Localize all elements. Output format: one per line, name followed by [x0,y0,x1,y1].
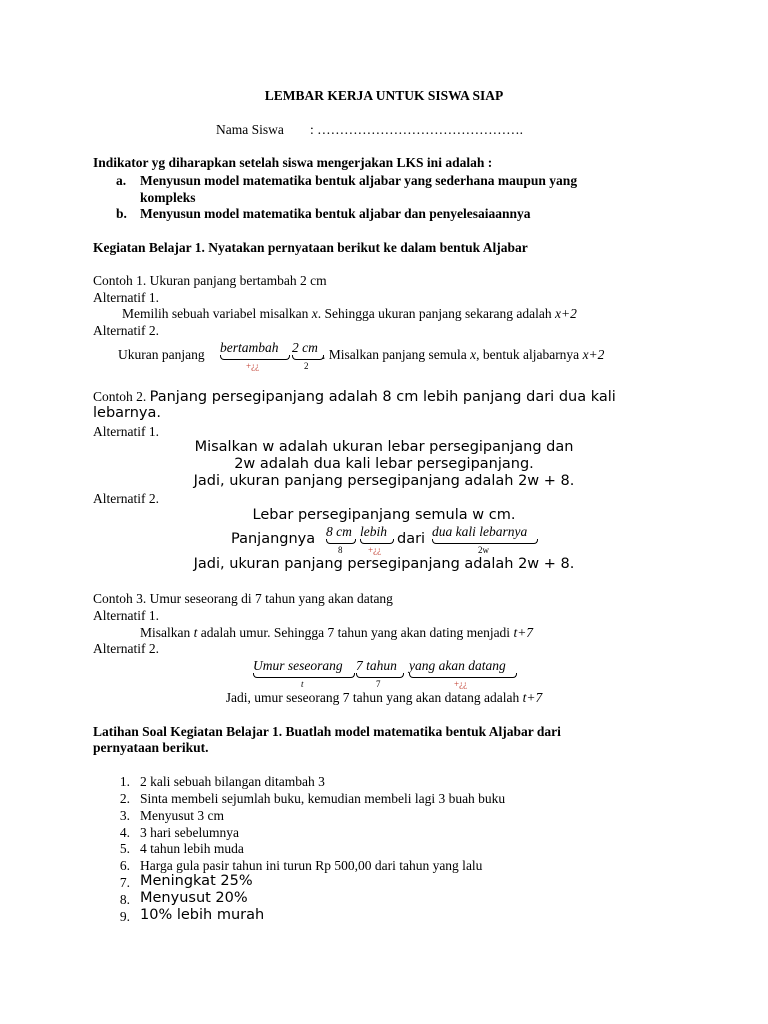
exercise-item: Menyusut 20% [140,890,248,906]
exercise-item: 3 hari sebelumnya [140,825,239,840]
example1-brace-2 [292,355,324,360]
example3-brace-2-text: 7 tahun [356,658,397,673]
exercise-number: 5. [119,841,130,856]
example2-alt2-line3: Jadi, ukuran panjang persegipanjang adalah 2w + 8. [193,556,575,572]
example2-brace-1-sub: 8 [338,545,343,555]
example1-alt1-label: Alternatif 1. [93,290,159,305]
example3-brace-2-sub: 7 [376,679,381,689]
example3-brace-3 [409,673,517,678]
indicator-item-a: Menyusun model matematika bentuk aljabar yang sederhana maupun yang [140,173,578,188]
example1-brace-1 [220,355,290,360]
exercise-number: 2. [119,791,130,806]
example3-brace-1-text: Umur seseorang [253,658,343,673]
example2-alt1-label: Alternatif 1. [93,424,159,439]
exercise-item: Menyusut 3 cm [140,808,224,823]
example3-alt1-label: Alternatif 1. [93,608,159,623]
example2-brace-3-text: dua kali lebarnya [432,524,528,539]
example2-alt2-mid: dari [397,531,426,547]
exercise-number: 1. [119,774,130,789]
example2-brace-2 [360,539,394,544]
student-name-label: Nama Siswa [216,122,284,137]
exercise-heading-line2: pernyataan berikut. [93,740,209,755]
exercise-item: 4 tahun lebih muda [140,841,244,856]
exercise-item: Meningkat 25% [140,873,253,889]
page-title: LEMBAR KERJA UNTUK SISWA SIAP [264,88,504,103]
example2-alt2-pre: Panjangnya [231,531,316,547]
example1-brace-2-sub: 2 [304,361,309,371]
example2-alt1-line3: Jadi, ukuran panjang persegipanjang adalah 2w + 8. [193,473,575,489]
indicator-heading: Indikator yg diharapkan setelah siswa mengerjakan LKS ini adalah : [93,155,493,170]
example3-brace-3-text: yang akan datang [409,658,506,673]
exercise-item: Harga gula pasir tahun ini turun Rp 500,00 dari tahun yang lalu [140,858,483,873]
example2-alt2-line1: Lebar persegipanjang semula w cm. [252,507,516,523]
indicator-marker-b: b. [116,206,127,221]
example2-alt1-line2: 2w adalah dua kali lebar persegipanjang. [234,456,534,472]
exercise-heading-line1: Latihan Soal Kegiatan Belajar 1. Buatlah model matematika bentuk Aljabar dari [93,724,561,739]
example2-alt1-line1: Misalkan w adalah ukuran lebar persegipanjang dan [194,439,574,455]
exercise-number: 3. [119,808,130,823]
indicator-item-a-cont: kompleks [140,190,196,205]
exercise-number: 7. [119,875,130,890]
example3-brace-1-sub: t [301,679,304,689]
exercise-number: 6. [119,858,130,873]
example1-brace-word: bertambah [220,340,279,355]
student-name-blank: : ………………………………………. [310,122,524,137]
example1-brace-num: 2 cm [292,340,318,355]
example2-alt2-label: Alternatif 2. [93,491,159,506]
example2-line1: Contoh 2. Panjang persegipanjang adalah 8 cm lebih panjang dari dua kali [93,389,616,405]
example2-brace-3 [432,539,538,544]
exercise-number: 4. [119,825,130,840]
example2-brace-2-text: lebih [360,524,387,539]
indicator-item-b: Menyusun model matematika bentuk aljabar dan penyelesaiaannya [140,206,531,221]
exercise-item: Sinta membeli sejumlah buku, kemudian membeli lagi 3 buah buku [140,791,506,806]
example1-alt2-post: . Misalkan panjang semula x, bentuk aljabarnya x+2 [322,347,605,362]
example3-brace-3-sub: +¿¿ [454,679,468,689]
exercise-item: 2 kali sebuah bilangan ditambah 3 [140,774,325,789]
example2-brace-3-sub: 2w [478,545,489,555]
example3-brace-1 [253,673,355,678]
example1-text: Contoh 1. Ukuran panjang bertambah 2 cm [93,273,327,288]
exercise-number: 9. [119,909,130,924]
example1-alt1-line: Memilih sebuah variabel misalkan x. Sehingga ukuran panjang sekarang adalah x+2 [122,306,577,321]
example3-conclusion: Jadi, umur seseorang 7 tahun yang akan datang adalah t+7 [225,690,543,705]
example2-brace-1-text: 8 cm [326,524,352,539]
example2-brace-1 [326,539,356,544]
activity-heading: Kegiatan Belajar 1. Nyatakan pernyataan berikut ke dalam bentuk Aljabar [93,240,528,255]
exercise-item: 10% lebih murah [140,907,265,923]
example3-alt2-label: Alternatif 2. [93,641,159,656]
example3-alt1-line: Misalkan t adalah umur. Sehingga 7 tahun yang akan dating menjadi t+7 [140,625,534,640]
example2-line2: lebarnya. [93,405,162,421]
example3-text: Contoh 3. Umur seseorang di 7 tahun yang akan datang [93,591,393,606]
exercise-number: 8. [119,892,130,907]
example2-brace-2-sub: +¿¿ [368,545,382,555]
example1-brace-1-sub: +¿¿ [246,361,260,371]
example3-brace-2 [356,673,404,678]
indicator-marker-a: a. [116,173,127,188]
example1-alt2-pre: Ukuran panjang [118,347,205,362]
example1-alt2-label: Alternatif 2. [93,323,159,338]
